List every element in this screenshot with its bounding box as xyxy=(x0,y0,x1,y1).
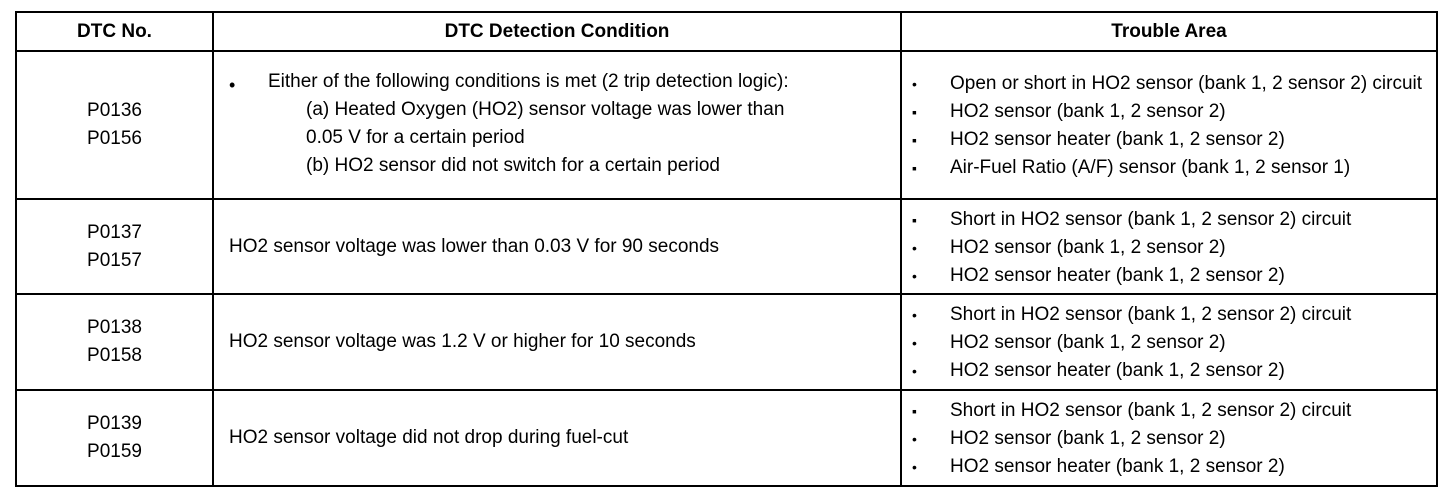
trouble-area-text: HO2 sensor heater (bank 1, 2 sensor 2) xyxy=(950,264,1285,286)
header-condition: DTC Detection Condition xyxy=(213,12,901,51)
dtc-code: P0157 xyxy=(87,249,142,271)
bullet-icon: ▪ xyxy=(912,104,917,120)
dtc-code: P0139 xyxy=(87,413,142,434)
bullet-icon: • xyxy=(912,431,917,447)
bullet-icon: • xyxy=(912,239,917,256)
dtc-code: P0158 xyxy=(87,345,142,366)
trouble-area-list xyxy=(910,301,1436,385)
trouble-area-text: Open or short in HO2 sensor (bank 1, 2 sensor 2) circuit xyxy=(950,73,1423,94)
list-item xyxy=(910,425,1436,453)
trouble-area-text: HO2 sensor (bank 1, 2 sensor 2) xyxy=(950,101,1226,122)
condition-bullet-item xyxy=(229,71,900,180)
dtc-codes-cell xyxy=(16,294,213,390)
condition-text: HO2 sensor voltage was 1.2 V or higher for 10 seconds xyxy=(229,331,696,352)
list-item xyxy=(910,234,1436,262)
condition-sub-item: 0.05 V for a certain period xyxy=(306,126,525,148)
table-row xyxy=(16,199,1437,294)
trouble-area-cell xyxy=(901,390,1437,486)
bullet-icon: ▪ xyxy=(912,132,917,148)
list-item xyxy=(910,98,1436,126)
trouble-area-text: Air-Fuel Ratio (A/F) sensor (bank 1, 2 sensor 1) xyxy=(950,157,1351,178)
trouble-area-list xyxy=(910,397,1436,481)
list-item xyxy=(910,206,1436,234)
condition-sub-item: (a) Heated Oxygen (HO2) sensor voltage was lower than xyxy=(306,98,785,120)
header-row xyxy=(16,12,1437,51)
bullet-icon: ▪ xyxy=(912,403,917,419)
bullet-icon: • xyxy=(912,267,917,284)
trouble-area-text: Short in HO2 sensor (bank 1, 2 sensor 2) circuit xyxy=(950,400,1352,421)
trouble-area-list xyxy=(910,70,1436,182)
list-item xyxy=(910,397,1436,425)
condition-cell xyxy=(213,199,901,294)
table-row xyxy=(16,390,1437,486)
condition-cell xyxy=(213,294,901,390)
dtc-code: P0156 xyxy=(87,128,142,149)
dtc-codes-cell xyxy=(16,390,213,486)
trouble-area-text: HO2 sensor (bank 1, 2 sensor 2) xyxy=(950,428,1226,449)
bullet-icon: • xyxy=(912,363,917,379)
trouble-area-text: Short in HO2 sensor (bank 1, 2 sensor 2) circuit xyxy=(950,304,1352,325)
bullet-icon: • xyxy=(912,307,917,323)
trouble-area-cell xyxy=(901,51,1437,199)
list-item xyxy=(910,453,1436,481)
bullet-icon: • xyxy=(912,76,917,92)
dtc-codes-cell xyxy=(16,51,213,199)
trouble-area-text: HO2 sensor heater (bank 1, 2 sensor 2) xyxy=(950,129,1285,150)
dtc-code: P0138 xyxy=(87,317,142,338)
trouble-area-text: HO2 sensor heater (bank 1, 2 sensor 2) xyxy=(950,456,1285,477)
condition-text: HO2 sensor voltage did not drop during fuel-cut xyxy=(229,427,629,448)
dtc-code: P0137 xyxy=(87,221,142,243)
trouble-area-text: Short in HO2 sensor (bank 1, 2 sensor 2) circuit xyxy=(950,208,1352,230)
list-item xyxy=(910,126,1436,154)
list-item xyxy=(910,154,1436,182)
dtc-table xyxy=(15,11,1438,487)
bullet-icon: • xyxy=(912,459,917,475)
trouble-area-cell xyxy=(901,294,1437,390)
bullet-icon: • xyxy=(229,74,236,95)
condition-text: HO2 sensor voltage was lower than 0.03 V for 90 seconds xyxy=(229,235,720,257)
table-row xyxy=(16,294,1437,390)
trouble-area-text: HO2 sensor (bank 1, 2 sensor 2) xyxy=(950,236,1226,258)
condition-cell xyxy=(213,390,901,486)
trouble-area-cell xyxy=(901,199,1437,294)
bullet-icon: • xyxy=(912,335,917,351)
condition-sub-item: (b) HO2 sensor did not switch for a certain period xyxy=(306,154,720,176)
condition-cell xyxy=(213,51,901,199)
list-item xyxy=(910,262,1436,290)
list-item xyxy=(910,70,1436,98)
dtc-code: P0136 xyxy=(87,100,142,121)
trouble-area-text: HO2 sensor heater (bank 1, 2 sensor 2) xyxy=(950,360,1285,381)
header-trouble-area: Trouble Area xyxy=(901,12,1437,51)
bullet-icon: ▪ xyxy=(912,211,917,228)
list-item xyxy=(910,329,1436,357)
condition-text: Either of the following conditions is met (2 trip detection logic): xyxy=(268,70,789,92)
condition-body xyxy=(268,68,900,180)
header-dtc-no: DTC No. xyxy=(16,12,213,51)
dtc-codes-cell xyxy=(16,199,213,294)
table-row xyxy=(16,51,1437,199)
dtc-code: P0159 xyxy=(87,441,142,462)
trouble-area-text: HO2 sensor (bank 1, 2 sensor 2) xyxy=(950,332,1226,353)
list-item xyxy=(910,301,1436,329)
list-item xyxy=(910,357,1436,385)
bullet-icon: ▪ xyxy=(912,160,917,176)
trouble-area-list xyxy=(910,206,1436,290)
